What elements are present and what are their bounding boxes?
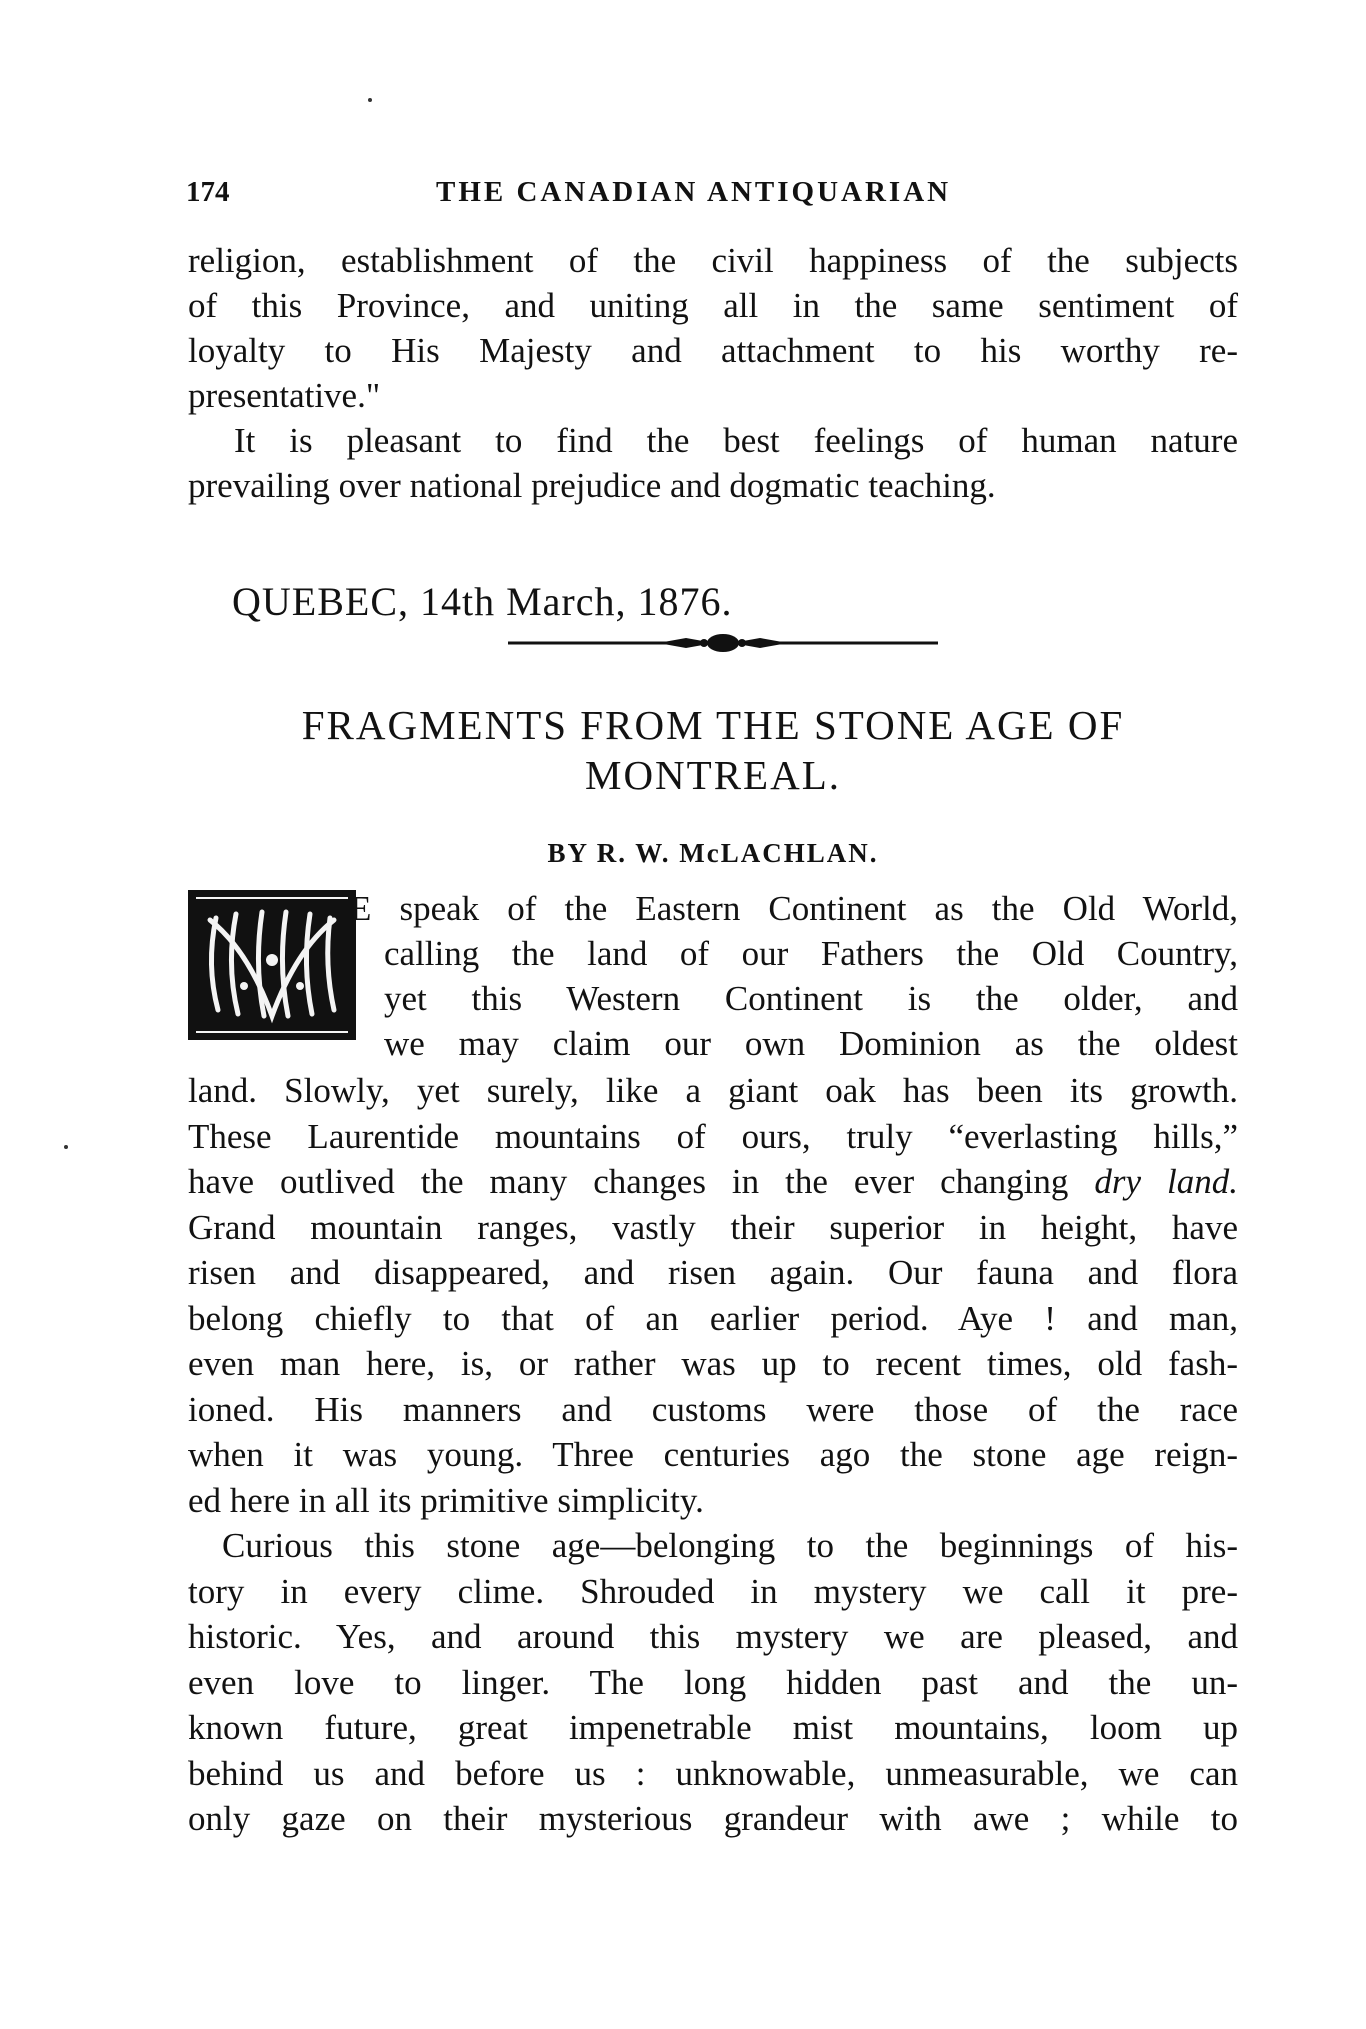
text-line: behind us and before us : unknowable, unmeasurable, we can — [188, 1753, 1238, 1793]
text-line: ed here in all its primitive simplicity. — [188, 1480, 704, 1520]
text-line: ioned. His manners and customs were those of the race — [188, 1389, 1238, 1429]
article-title-line: MONTREAL. — [584, 752, 841, 798]
text-line: even love to linger. The long hidden past and the un- — [188, 1662, 1238, 1702]
text-line: only gaze on their mysterious grandeur with awe ; while to — [188, 1799, 1238, 1838]
article-title — [188, 700, 1238, 800]
text-line: known future, great impenetrable mist mountains, loom up — [188, 1708, 1238, 1747]
italic-phrase: dry land. — [1094, 1162, 1238, 1201]
text-line: even man here, is, or rather was up to recent times, old fash- — [188, 1344, 1238, 1383]
drop-cap — [188, 890, 356, 1040]
print-speck — [64, 1145, 68, 1149]
dateline: QUEBEC, 14th March, 1876. — [232, 579, 733, 624]
text-segment: have outlived the many changes in the ever changing — [188, 1162, 1095, 1201]
text-line: It is pleasant to find the best feelings of human nature — [234, 421, 1238, 460]
article-title-line: FRAGMENTS FROM THE STONE AGE OF — [301, 702, 1125, 748]
text-line: risen and disappeared, and risen again. Our fauna and flora — [188, 1253, 1238, 1292]
ornamental-divider — [508, 630, 938, 656]
text-line: Curious this stone age—belonging to the beginnings of his- — [222, 1526, 1238, 1565]
journal-title: THE CANADIAN ANTIQUARIAN — [436, 176, 952, 208]
page-number: 174 — [186, 176, 230, 208]
text-line: prevailing over national prejudice and dogmatic teaching. — [188, 466, 996, 505]
text-line: yet this Western Continent is the older, and — [384, 979, 1238, 1018]
text-line: presentative." — [188, 376, 381, 415]
text-line: loyalty to His Majesty and attachment to his worthy re- — [188, 331, 1238, 370]
text-line-with-italic — [188, 1159, 1238, 1205]
opening-lines — [350, 886, 1238, 1066]
drop-cap-letter — [188, 890, 356, 1040]
text-line: we may claim our own Dominion as the oldest — [384, 1024, 1238, 1063]
text-line: Grand mountain ranges, vastly their superior in height, have — [188, 1207, 1238, 1247]
text-line: land. Slowly, yet surely, like a giant oak has been its growth. — [188, 1071, 1238, 1110]
text-line: religion, establishment of the civil happiness of the subjects — [188, 241, 1238, 280]
text-line: historic. Yes, and around this mystery we are pleased, and — [188, 1617, 1238, 1656]
print-speck — [368, 98, 372, 102]
text-line: of this Province, and uniting all in the same sentiment of — [188, 286, 1238, 325]
text-line: belong chiefly to that of an earlier period. Aye ! and man, — [188, 1298, 1238, 1338]
text-line: E speak of the Eastern Continent as the Old World, — [350, 889, 1238, 928]
byline: BY R. W. McLACHLAN. — [547, 838, 879, 868]
running-head — [186, 176, 1238, 216]
continued-paragraph — [188, 238, 1238, 508]
text-line: when it was young. Three centuries ago the stone age reign- — [188, 1435, 1238, 1474]
text-line: tory in every clime. Shrouded in mystery we call it pre- — [188, 1571, 1238, 1611]
text-line: calling the land of our Fathers the Old Country, — [384, 934, 1238, 973]
text-line: These Laurentide mountains of ours, truly “everlasting hills,” — [188, 1116, 1238, 1156]
article-body — [188, 1068, 1238, 1842]
